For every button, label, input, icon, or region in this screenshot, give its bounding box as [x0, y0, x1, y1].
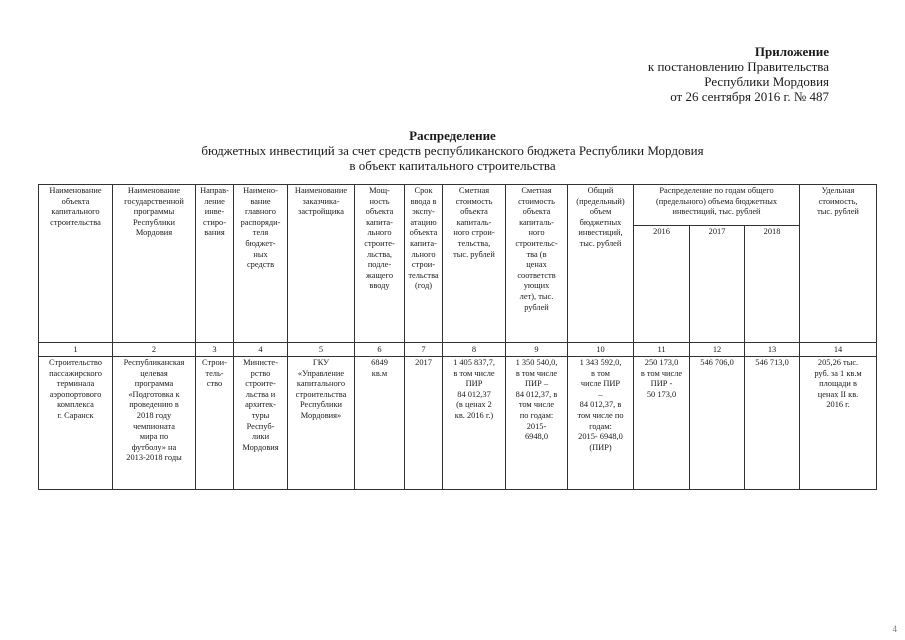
column-number: 1 [39, 343, 113, 357]
appendix-line-2: Республики Мордовия [704, 74, 829, 89]
appendix-block [648, 44, 829, 104]
column-number: 14 [800, 343, 877, 357]
appendix-line-3: от 26 сентября 2016 г. № 487 [670, 89, 829, 104]
cell-year-2016: 250 173,0 в том числе ПИР - 50 173,0 [634, 357, 690, 490]
column-number: 6 [355, 343, 405, 357]
header-chief-manager: Наимено- вание главного распоряди- теля бюджет- ных средств [234, 185, 288, 343]
column-number: 9 [506, 343, 568, 357]
header-total-investment: Общий (предельный) объем бюджетных инвестиций, тыс. рублей [568, 185, 634, 343]
header-direction: Направ- ление инве- стиро- вания [196, 185, 234, 343]
column-number: 3 [196, 343, 234, 357]
title-line-3: в объект капитального строительства [349, 158, 556, 173]
investment-table [38, 184, 877, 490]
cell-year-2017: 546 706,0 [690, 357, 745, 490]
cell-program-name: Республиканская целевая программа «Подготовка к проведению в 2018 году чемпионата мира по футболу» на 2013-2018 годы [113, 357, 196, 490]
appendix-heading: Приложение [754, 44, 829, 59]
cell-customer: ГКУ «Управление капитального строительства Республики Мордовия» [288, 357, 355, 490]
column-number: 13 [745, 343, 800, 357]
header-distribution-by-years: Распределение по годам общего (предельного) объема бюджетных инвестиций, тыс. рублей [634, 185, 800, 226]
column-number: 11 [634, 343, 690, 357]
header-object-name: Наименование объекта капитального строительства [39, 185, 113, 343]
cell-direction: Строи- тель- ство [196, 357, 234, 490]
page-mark: 4 [892, 624, 897, 634]
cell-total-investment: 1 343 592,0, в том числе ПИР – 84 012,37, в том числе по годам: 2015- 6948,0 (ПИР) [568, 357, 634, 490]
cell-object-name: Строительство пассажирского терминала аэропортового комплекса г. Саранск [39, 357, 113, 490]
header-unit-cost: Удельная стоимость, тыс. рублей [800, 185, 877, 343]
table-row [39, 357, 877, 490]
header-customer: Наименование заказчика- застройщика [288, 185, 355, 343]
header-program-name: Наименование государственной программы Республики Мордовия [113, 185, 196, 343]
column-number: 5 [288, 343, 355, 357]
header-estimated-cost: Сметная стоимость объекта капиталь- ного строи- тельства, тыс. рублей [443, 185, 506, 343]
cell-year-2018: 546 713,0 [745, 357, 800, 490]
header-commission-year: Срок ввода в экспу- атацию объекта капита- льного строи- тельства (год) [405, 185, 443, 343]
appendix-line-1: к постановлению Правительства [647, 59, 829, 74]
column-number: 10 [568, 343, 634, 357]
header-year-2018: 2018 [745, 226, 800, 343]
column-number: 12 [690, 343, 745, 357]
header-year-2017: 2017 [690, 226, 745, 343]
title-line-2: бюджетных инвестиций за счет средств республиканского бюджета Республики Мордовия [201, 143, 704, 158]
cell-chief-manager: Министе- рство строите- льства и архитек- туры Респуб- лики Мордовия [234, 357, 288, 490]
column-number: 2 [113, 343, 196, 357]
cell-estimated-cost-current: 1 350 540,0, в том числе ПИР – 84 012,37, в том числе по годам: 2015- 6948,0 [506, 357, 568, 490]
cell-estimated-cost: 1 405 837,7, в том числе ПИР 84 012,37 (в ценах 2 кв. 2016 г.) [443, 357, 506, 490]
cell-unit-cost: 205,26 тыс. руб. за 1 кв.м площади в ценах II кв. 2016 г. [800, 357, 877, 490]
header-estimated-cost-current: Сметная стоимость объекта капиталь- ного строительс- тва (в ценах соответств ующих лет), тыс. рублей [506, 185, 568, 343]
document-title [0, 128, 905, 173]
cell-commission-year: 2017 [405, 357, 443, 490]
column-number: 8 [443, 343, 506, 357]
header-capacity: Мощ- ность объекта капита- льного строите- льства, подле- жащего вводу [355, 185, 405, 343]
column-number: 4 [234, 343, 288, 357]
column-number: 7 [405, 343, 443, 357]
cell-capacity: 6849 кв.м [355, 357, 405, 490]
header-year-2016: 2016 [634, 226, 690, 343]
title-line-1: Распределение [409, 128, 496, 143]
